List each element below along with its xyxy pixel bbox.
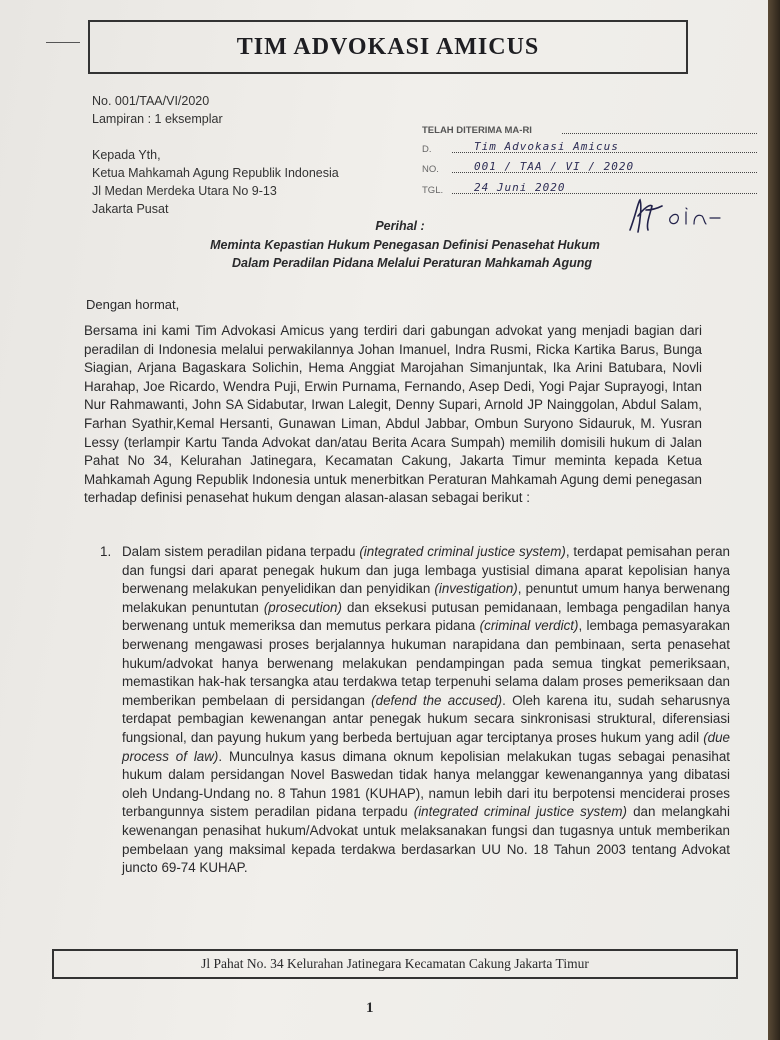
list-item-number: 1. — [100, 544, 112, 559]
stamp-date-value: 24 Juni 2020 — [474, 181, 566, 194]
stamp-number-label: NO. — [422, 164, 439, 175]
subject-line-2: Dalam Peradilan Pidana Melalui Peraturan Mahkamah Agung — [231, 256, 593, 270]
greeting: Dengan hormat, — [86, 297, 180, 312]
attachment-count: Lampiran : 1 eksemplar — [92, 112, 223, 126]
page-edge-shadow — [768, 0, 780, 1040]
stamp-heading-row — [422, 118, 757, 136]
stamp-dots — [562, 133, 757, 134]
recipient-name: Ketua Mahkamah Agung Republik Indonesia — [92, 166, 339, 180]
stamp-date-row — [422, 178, 757, 196]
page-number: 1 — [366, 1000, 374, 1016]
list-item-body: Dalam sistem peradilan pidana terpadu (integrated criminal justice system), terdapat pemisahan peran dan fungsi dari aparat penegak hukum dan juga lembaga yustisial dimana aparat kepolisian hanya berwenang melakukan penyelidikan dan penyidikan (investigation), penuntut umum hanya berwenang melakukan penuntutan (prosecution) dan eksekusi putusan pemidanaan, lembaga pengadilan hanya berwenang untuk memeriksa dan memutus perkara pidana (criminal verdict), lembaga pemasyarakan berwenang mengawasi proses berjalannya hukuman narapidana dan pembinaan, serta penasehat hukum/advokat hanya berwenang melakukan pendampingan pada semua tingkat pemeriksaan, memastikan hak-hak tersangka atau terdakwa tetap terpenuhi selama dalam proses pemeriksaan dan memberikan pembelaan di persidangan (defend the accused). Oleh karena itu, sudah seharusnya terdapat pembagian kewenangan antar penegak hukum secara sinkronisasi struktural, diferensiasi fungsional, dan payung hukum yang berbeda bertujuan agar terciptanya proses hukum yang adil (due process of law). Munculnya kasus dimana oknum kepolisian melakukan tugas sebagai penasihat hukum dalam persidangan Novel Baswedan tidak hanya melanggar kewenangannya yang dibatasi oleh Undang-Undang no. 8 Tahun 1981 (KUHAP), namun lebih dari itu berpotensi menciderai proses terbangunnya sistem peradilan pidana terpadu (integrated criminal justice system) dan melangkahi kewenangan penasihat hukum/Advokat untuk melaksanakan fungsi dan tugasnya untuk memberikan pembelaan yang maksimal kepada terdakwa berdasarkan UU No. 18 Tahun 2003 tentang Advokat juncto 69-74 KUHAP. — [122, 544, 730, 876]
footer-address-box — [52, 949, 738, 979]
margin-mark — [46, 42, 80, 43]
letter-number: No. 001/TAA/VI/2020 — [92, 94, 210, 108]
stamp-number-row — [422, 157, 757, 175]
stamp-heading: TELAH DITERIMA MA-RI — [422, 125, 532, 136]
stamp-number-value: 001 / TAA / VI / 2020 — [474, 160, 635, 173]
recipient-city: Jakarta Pusat — [92, 202, 169, 216]
recipient-salutation: Kepada Yth, — [92, 148, 161, 162]
stamp-from-row — [422, 137, 757, 155]
list-item — [100, 543, 730, 878]
intro-paragraph: Bersama ini kami Tim Advokasi Amicus yang terdiri dari gabungan advokat yang menjadi bagian dari peradilan di Indonesia melalui perwakilannya Johan Imanuel, Indra Rusmi, Ricka Kartika Barus, Bunga Siagian, Arjana Bagaskara Solichin, Hema Anggiat Marojahan Simanjuntak, Ika Arini Batubara, Novli Harahap, Joe Ricardo, Wendra Puji, Erwin Purnama, Fernando, Asep Dedi, Yogi Pajar Suprayogi, Intan Nur Rahmawanti, John SA Sidabutar, Irwan Lalegit, Denny Supari, Arnold JP Nainggolan, Abdul Salam, Farhan Syathir,Kemal Hersanti, Gunawan Liman, Abdul Jabbar, Ombun Suryono Sidauruk, M. Yusran Lessy (terlampir Kartu Tanda Advokat dan/atau Berita Acara Sumpah) memilih domisili hukum di Jalan Pahat No 34, Kelurahan Jatinegara, Kecamatan Cakung, Jakarta Timur meminta kepada Ketua Mahkamah Agung Republik Indonesia untuk menerbitkan Peraturan Mahkamah Agung demi penegasan terhadap definisi penasehat hukum dengan alasan-alasan sebagai berikut : — [84, 323, 702, 506]
recipient-street: Jl Medan Merdeka Utara No 9-13 — [92, 184, 277, 198]
letterhead-box — [88, 20, 688, 74]
subject-line-1: Meminta Kepastian Hukum Penegasan Definisi Penasehat Hukum — [210, 238, 600, 252]
stamp-date-label: TGL. — [422, 185, 444, 196]
letterhead-title: TIM ADVOKASI AMICUS — [236, 33, 540, 60]
stamp-from-value: Tim Advokasi Amicus — [474, 140, 619, 153]
stamp-from-label: D. — [422, 144, 432, 155]
footer-address: Jl Pahat No. 34 Kelurahan Jatinegara Kecamatan Cakung Jakarta Timur — [201, 956, 589, 971]
subject-label: Perihal : — [375, 219, 425, 233]
